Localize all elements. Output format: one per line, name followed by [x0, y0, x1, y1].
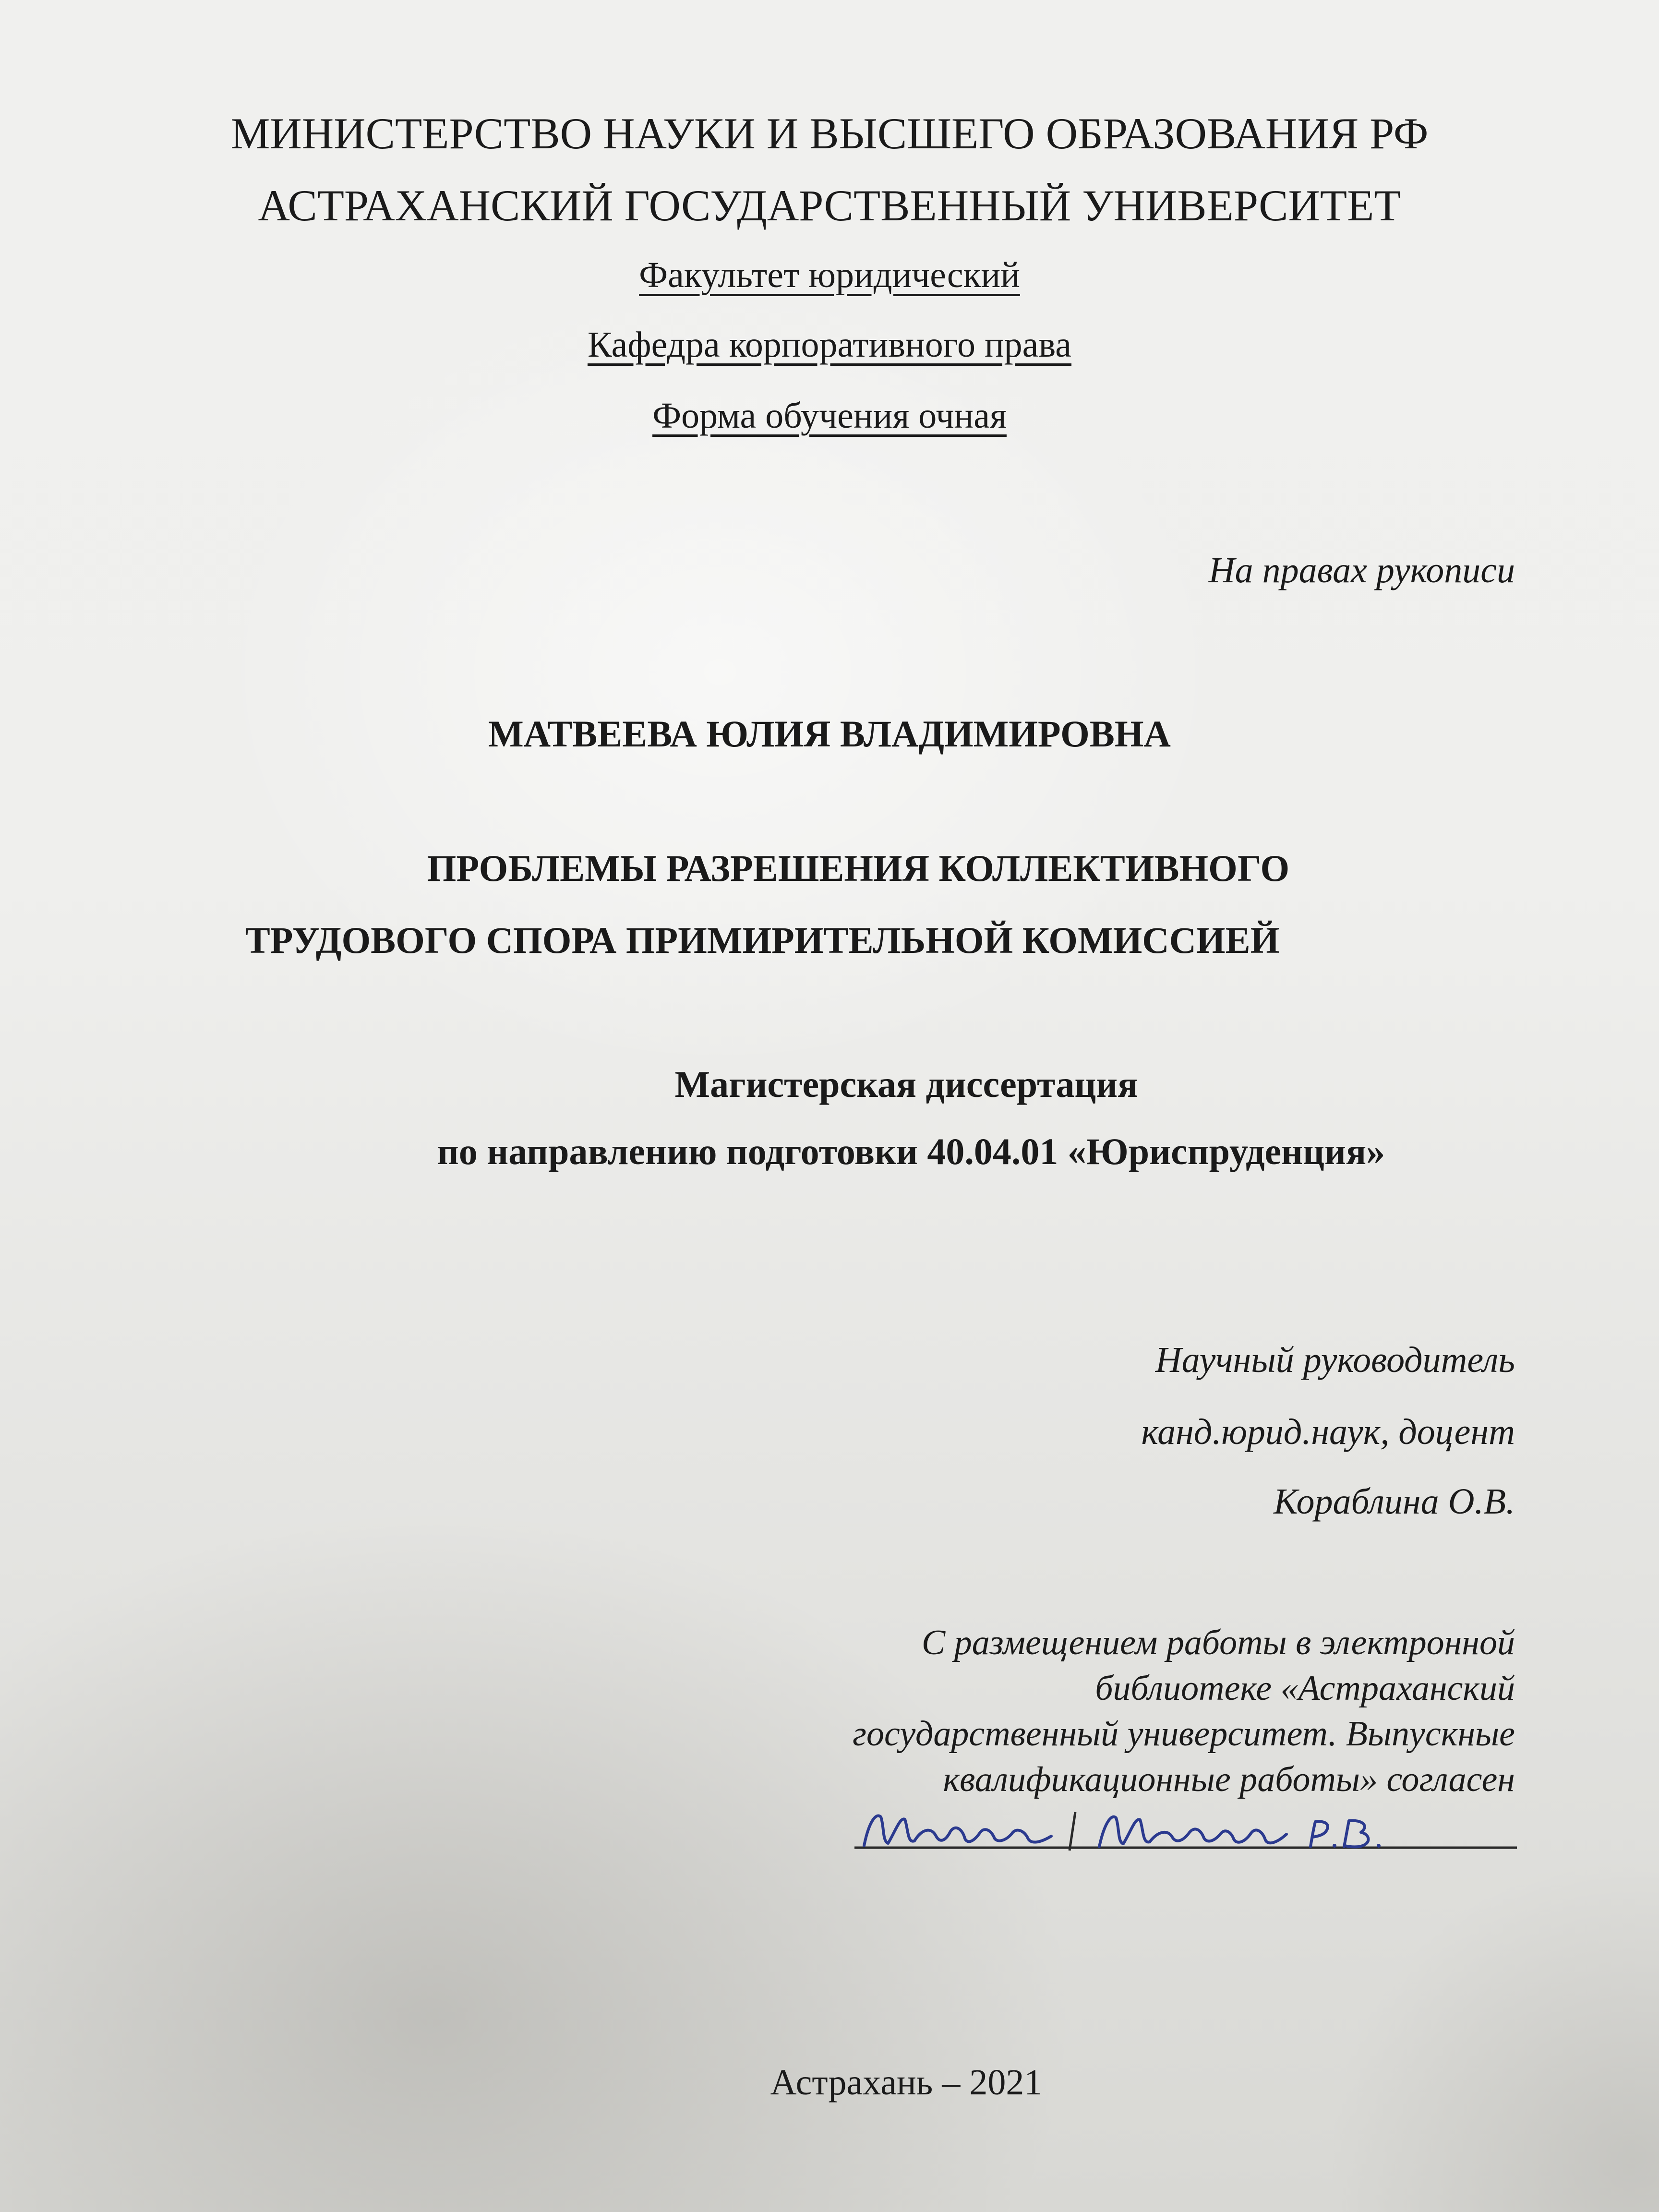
thesis-title-line-2: ТРУДОВОГО СПОРА ПРИМИРИТЕЛЬНОЙ КОМИССИЕЙ	[245, 919, 1280, 961]
signature-graphic	[854, 1803, 1517, 1860]
department-line: Кафедра корпоративного права	[587, 325, 1072, 365]
faculty-line: Факультет юридический	[639, 255, 1020, 295]
city-year: Астрахань – 2021	[770, 2062, 1043, 2103]
supervisor-name: Кораблина О.В.	[1273, 1481, 1515, 1522]
manuscript-note: На правах рукописи	[1208, 550, 1515, 590]
study-form-line: Форма обучения очная	[652, 396, 1007, 436]
consent-line-1: С размещением работы в электронной	[921, 1623, 1515, 1662]
supervisor-degree: канд.юрид.наук, доцент	[1141, 1412, 1515, 1452]
work-type-line-2: по направлению подготовки 40.04.01 «Юриспруденция»	[437, 1130, 1385, 1172]
work-type-line-1: Магистерская диссертация	[674, 1063, 1138, 1105]
university-heading: АСТРАХАНСКИЙ ГОСУДАРСТВЕННЫЙ УНИВЕРСИТЕТ	[258, 181, 1401, 230]
signature-block	[854, 1803, 1517, 1860]
consent-line-4: квалификационные работы» согласен	[943, 1760, 1515, 1799]
author-name: МАТВЕЕВА ЮЛИЯ ВЛАДИМИРОВНА	[488, 713, 1171, 755]
thesis-title-line-1: ПРОБЛЕМЫ РАЗРЕШЕНИЯ КОЛЛЕКТИВНОГО	[427, 847, 1290, 889]
ministry-heading: МИНИСТЕРСТВО НАУКИ И ВЫСШЕГО ОБРАЗОВАНИЯ РФ	[230, 109, 1429, 158]
consent-line-3: государственный университет. Выпускные	[853, 1714, 1515, 1754]
supervisor-role: Научный руководитель	[1155, 1340, 1515, 1380]
consent-line-2: библиотеке «Астраханский	[1095, 1669, 1515, 1708]
